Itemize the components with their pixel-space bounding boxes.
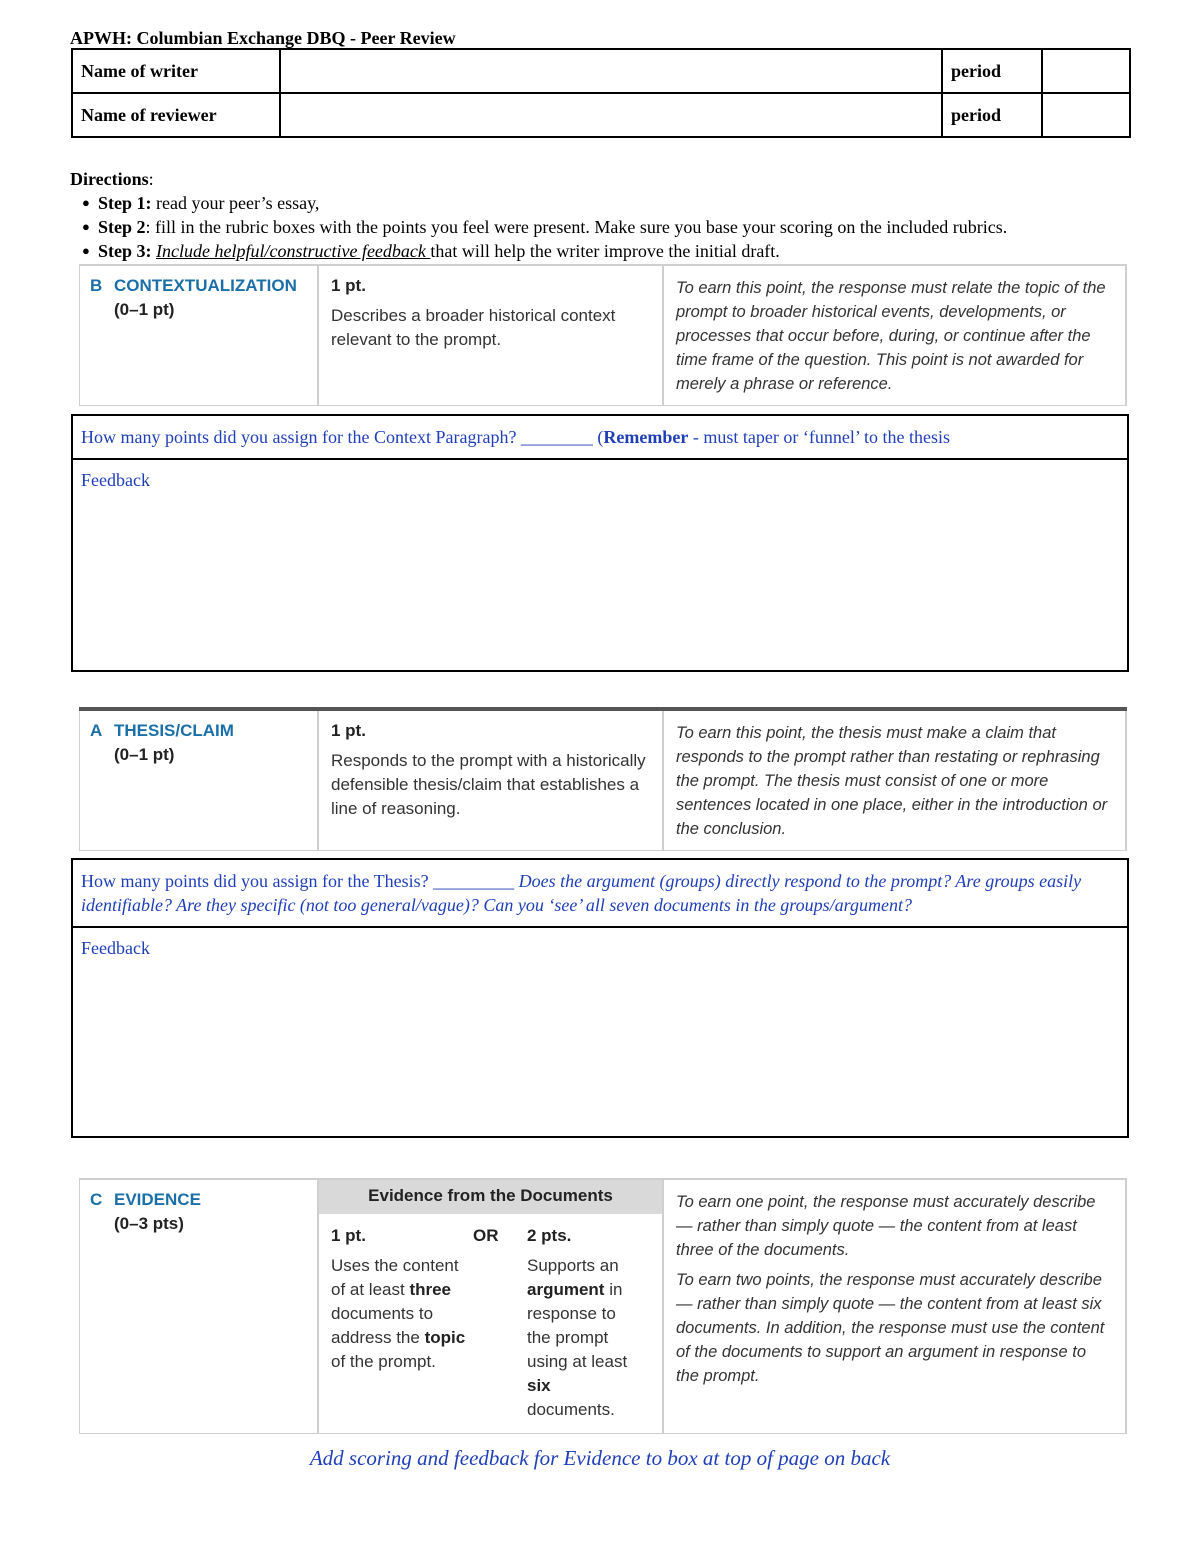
reviewer-period-field[interactable] [1042, 93, 1130, 137]
context-question-text: How many points did you assign for the Context Paragraph? ________ ( [81, 427, 604, 447]
evidence-opt2-text: Supports an argument in response to the prompt using at least six documents. [527, 1256, 628, 1419]
writer-name-field[interactable] [280, 49, 942, 93]
evidence-rubric-criterion [79, 1180, 317, 1434]
context-rubric-condition [662, 266, 1127, 406]
reviewer-row [72, 93, 1130, 137]
evidence-rubric-range: (0–3 pts) [114, 1214, 184, 1233]
writer-row [72, 49, 1130, 93]
reviewer-period-label: period [942, 93, 1042, 137]
context-rubric [79, 264, 1127, 406]
step-1 [98, 191, 1007, 215]
thesis-rubric-letter: A [90, 721, 103, 740]
thesis-rubric-condition [662, 711, 1127, 851]
evidence-or [473, 1224, 527, 1422]
context-feedback-label: Feedback [81, 470, 150, 490]
context-feedback-area[interactable] [73, 460, 1127, 501]
evidence-condition-2: To earn two points, the response must accurately describe — rather than simply quote — the content from at least six documents. In addition, the response must use the content of the documents to support an argument in response to the prompt. [676, 1271, 1105, 1385]
evidence-rubric-name: EVIDENCE [114, 1190, 201, 1209]
thesis-question-text: How many points did you assign for the Thesis? _________ [81, 871, 519, 891]
thesis-feedback-label: Feedback [81, 938, 150, 958]
directions-heading: Directions [70, 169, 149, 189]
evidence-doc-header: Evidence from the Documents [319, 1180, 662, 1214]
evidence-options [319, 1214, 662, 1422]
thesis-rubric-points [317, 711, 662, 851]
writer-period-field[interactable] [1042, 49, 1130, 93]
evidence-opt1-text: Uses the content of at least three documents to address the topic of the prompt. [331, 1256, 466, 1371]
step-2-label: Step 2 [98, 217, 146, 237]
directions-list [70, 191, 1007, 263]
reviewer-label: Name of reviewer [72, 93, 280, 137]
step-2-text: : fill in the rubric boxes with the points you feel were present. Make sure you base your scoring on the included rubrics. [145, 217, 1008, 237]
thesis-question [73, 860, 1127, 928]
evidence-opt1-points: 1 pt. [331, 1226, 366, 1245]
thesis-condition-text: To earn this point, the thesis must make a claim that responds to the prompt rather than restating or rephrasing the prompt. The thesis must consist of one or more sentences located in one place, either in the introduction or the conclusion. [676, 724, 1108, 838]
thesis-description: Responds to the prompt with a historically defensible thesis/claim that establishes a line of reasoning. [331, 751, 646, 818]
thesis-rubric-name: THESIS/CLAIM [114, 721, 234, 740]
writer-label: Name of writer [72, 49, 280, 93]
step-1-label: Step 1: [98, 193, 152, 213]
context-description: Describes a broader historical context relevant to the prompt. [331, 306, 616, 349]
thesis-rubric-range: (0–1 pt) [114, 745, 175, 764]
thesis-question-italic: Does the argument (groups) directly respond to the prompt? Are groups easily identifiable? Are they specific (not too general/vague)? Can you ‘see’ all seven documents in the groups/argument? [81, 871, 1082, 915]
context-rubric-points [317, 266, 662, 406]
context-remember-text: - must taper or ‘funnel’ to the thesis [688, 427, 950, 447]
evidence-or-label: OR [473, 1226, 499, 1245]
thesis-feedback-area[interactable] [73, 928, 1127, 969]
thesis-rubric [79, 707, 1127, 851]
step-3 [98, 239, 1007, 263]
context-rubric-name: CONTEXTUALIZATION [114, 276, 297, 295]
step-3-label: Step 3: [98, 241, 152, 261]
step-3-underlined: Include helpful/constructive feedback [156, 241, 431, 261]
thesis-rubric-criterion [79, 711, 317, 851]
directions: Directions: ● Step 1: read your peer’s essay, ● Step 2: fill in the rubric boxes with the points you feel were present. Make sure you base your scoring on the included rubrics. ● Step 3: Include helpful/constructive feedback that will help the writer improve the initial draft. [70, 167, 1007, 263]
context-rubric-letter: B [90, 276, 103, 295]
reviewer-name-field[interactable] [280, 93, 942, 137]
step-3-text: that will help the writer improve the initial draft. [430, 241, 780, 261]
evidence-option-2 [527, 1224, 637, 1422]
context-answer-box [71, 414, 1129, 672]
step-1-text: read your peer’s essay, [151, 193, 320, 213]
evidence-rubric-letter: C [90, 1190, 103, 1209]
evidence-opt2-points: 2 pts. [527, 1226, 572, 1245]
context-rubric-range: (0–1 pt) [114, 300, 175, 319]
evidence-rubric-points [317, 1180, 662, 1434]
context-points-label: 1 pt. [331, 276, 366, 295]
context-question [73, 416, 1127, 460]
writer-period-label: period [942, 49, 1042, 93]
step-2 [98, 215, 1007, 239]
page-title: APWH: Columbian Exchange DBQ - Peer Review [70, 28, 456, 48]
thesis-points-label: 1 pt. [331, 721, 366, 740]
context-rubric-criterion [79, 266, 317, 406]
evidence-rubric-condition [662, 1180, 1127, 1434]
names-table [71, 48, 1131, 138]
thesis-answer-box [71, 858, 1129, 1138]
footer-note: Add scoring and feedback for Evidence to box at top of page on back [309, 1446, 891, 1470]
evidence-rubric [79, 1178, 1127, 1434]
evidence-condition-1: To earn one point, the response must accurately describe — rather than simply quote — the content from at least three of the documents. [676, 1193, 1096, 1259]
context-remember-label: Remember [603, 427, 689, 447]
evidence-option-1 [331, 1224, 473, 1422]
context-condition-text: To earn this point, the response must relate the topic of the prompt to broader historical events, developments, or processes that occur before, during, or continue after the time frame of the question. This point is not awarded for merely a phrase or reference. [676, 279, 1106, 393]
